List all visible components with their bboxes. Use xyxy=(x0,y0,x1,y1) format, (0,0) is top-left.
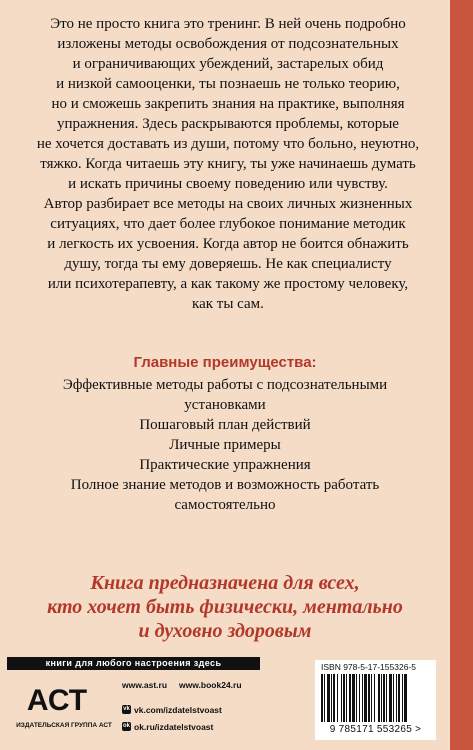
publisher-logo-text: АСТ xyxy=(26,684,88,717)
description-line: изложены методы освобождения от подсознательных xyxy=(57,36,399,52)
site-link[interactable]: www.ast.ru xyxy=(122,679,168,690)
ok-link[interactable]: ok.ru/izdatelstvoast xyxy=(134,721,214,732)
barcode-digits: 9 785171 553265 > xyxy=(329,724,422,735)
advantage-line: Личные примеры xyxy=(169,437,281,453)
ok-icon: ok xyxy=(122,723,130,729)
advantage-item xyxy=(0,455,450,475)
series-banner: книги для любого настроения здесь xyxy=(7,657,260,670)
advantage-line: самостоятельно xyxy=(174,497,276,513)
advantage-line: Пошаговый план действий xyxy=(139,417,311,433)
advantage-item xyxy=(0,375,450,415)
advantages-title: Главные преимущества: xyxy=(133,354,317,371)
description-line: но и сможешь закрепить знания на практике, выполняя xyxy=(51,96,405,112)
advantage-line: Практические упражнения xyxy=(139,457,311,473)
description-text xyxy=(32,14,424,314)
advantages-list xyxy=(0,375,450,515)
advantage-item xyxy=(0,475,450,515)
description-line: Это не просто книга это тренинг. В ней очень подробно xyxy=(50,16,406,32)
publisher-caption: ИЗДАТЕЛЬСКАЯ ГРУППА АСТ xyxy=(16,722,112,729)
description-line: тяжко. Когда читаешь эту книгу, ты уже начинаешь думать xyxy=(40,156,416,172)
advantage-line: Эффективные методы работы с подсознательными xyxy=(62,377,388,393)
description-line: и низкой самооценки, ты познаешь не только теорию, xyxy=(56,76,400,92)
tagline-line: и духовно здоровым xyxy=(138,620,312,642)
description-line: душу, тогда ты ему доверяешь. Не как специалисту xyxy=(64,256,392,272)
vk-icon: vk xyxy=(123,706,130,712)
description-line: ситуациях, что дает более глубокое понимание методик xyxy=(50,216,406,232)
description-line: Автор разбирает все методы на своих личных жизненных xyxy=(43,196,413,212)
advantage-item xyxy=(0,435,450,455)
web-links xyxy=(122,678,262,737)
barcode-panel xyxy=(315,660,436,740)
description-line: не хочется доставать из души, потому что больно, неуютно, xyxy=(36,136,420,152)
description-line: и ограничивающих убеждений, застарелых обид xyxy=(72,56,384,72)
tagline-line: кто хочет быть физически, ментально xyxy=(47,596,403,618)
advantage-line: Полное знание методов и возможность работать xyxy=(70,477,380,493)
advantage-line: установками xyxy=(184,397,266,413)
publisher-logo xyxy=(26,677,88,719)
barcode-icon xyxy=(319,674,432,724)
site-link[interactable]: www.book24.ru xyxy=(179,679,242,690)
description-line: или психотерапевту, а как такому же простому человеку, xyxy=(47,276,409,292)
tagline-line: Книга предназначена для всех, xyxy=(90,572,360,594)
advantage-item xyxy=(0,415,450,435)
description-line: упражнения. Здесь раскрываются проблемы, которые xyxy=(57,116,399,132)
description-line: и легкость их усвоения. Когда автор не боится обнажить xyxy=(47,236,409,252)
description-line: и искать причины своему поведению или чувству. xyxy=(68,176,388,192)
isbn: ISBN 978-5-17-155326-5 xyxy=(321,662,416,672)
vk-link[interactable]: vk.com/izdatelstvoast xyxy=(134,704,222,715)
description-line: как ты сам. xyxy=(192,296,264,312)
tagline xyxy=(0,571,450,643)
